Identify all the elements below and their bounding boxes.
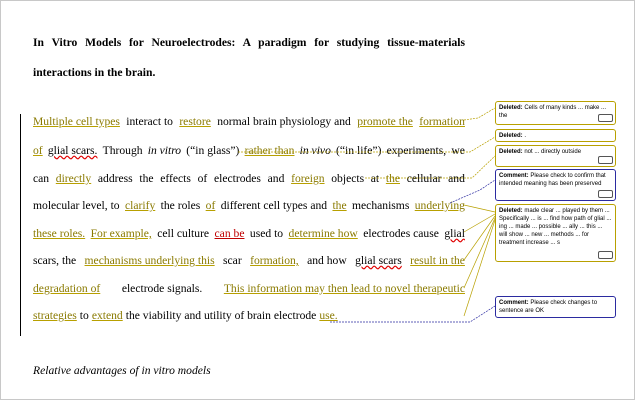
expand-button[interactable]	[598, 251, 613, 259]
tracked-insertion[interactable]: the	[385, 172, 401, 185]
text-run[interactable]: can	[33, 172, 50, 185]
text-run[interactable]: cell culture	[157, 227, 210, 240]
text-line[interactable]	[33, 199, 465, 215]
comment-balloon[interactable]	[495, 169, 616, 201]
text-line[interactable]	[33, 115, 465, 131]
text-run[interactable]: the roles	[160, 199, 201, 212]
text-line[interactable]	[33, 254, 465, 270]
text-run[interactable]: interact to	[126, 115, 173, 128]
tracked-insertion[interactable]: This information may then lead to novel therapeutic	[223, 282, 465, 295]
text-run[interactable]: the viability and utility of brain electrode	[125, 309, 317, 322]
text-run[interactable]: address	[97, 172, 133, 185]
text-run[interactable]: (“in life”)	[336, 144, 382, 157]
text-run[interactable]: in vitro	[147, 144, 182, 157]
text-run[interactable]: and	[267, 172, 285, 185]
tracked-insertion[interactable]: underlying	[414, 199, 465, 212]
text-run[interactable]: mechanisms	[352, 199, 410, 212]
balloon-text: made clear ... played by them ... Specifically ... is ... find how path of glial ... ing ... made ... possible ... ally ... this ... will show ... new ... methods ... for treatment increase ... s	[499, 208, 612, 246]
text-run[interactable]: electrodes	[213, 172, 261, 185]
tracked-insertion[interactable]: rather than	[244, 144, 295, 157]
deleted-balloon[interactable]	[495, 204, 616, 262]
text-run[interactable]: the	[139, 172, 154, 185]
section-subheading: Relative advantages of in vitro models	[33, 364, 211, 377]
text-run[interactable]: and how	[307, 254, 347, 267]
tracked-insertion[interactable]: promote the	[357, 115, 413, 128]
text-run[interactable]: to	[79, 309, 89, 322]
text-line[interactable]	[33, 227, 465, 243]
spelling-flag[interactable]: glial scars	[355, 254, 402, 267]
tracked-insertion[interactable]: the	[332, 199, 347, 212]
tracked-insertion[interactable]: formation,	[250, 254, 299, 267]
text-run[interactable]: at	[370, 172, 380, 185]
text-run[interactable]: cellular	[406, 172, 442, 185]
text-run[interactable]: in vivo	[299, 144, 331, 157]
text-line[interactable]	[33, 172, 465, 188]
page-title: In Vitro Models for Neuroelectrodes: A paradigm for studying tissue-materials interactions in the brain.	[33, 36, 465, 79]
tracked-insertion[interactable]: degradation of	[33, 282, 101, 295]
text-run[interactable]: scar	[223, 254, 242, 267]
tracked-change[interactable]: can be	[214, 227, 245, 240]
text-run[interactable]: of	[197, 172, 208, 185]
text-run[interactable]: electrodes cause	[363, 227, 439, 240]
tracked-insertion[interactable]: For example,	[90, 227, 152, 240]
deleted-balloon[interactable]	[495, 129, 616, 142]
expand-button[interactable]	[598, 114, 613, 122]
text-line[interactable]	[33, 144, 465, 160]
expand-button[interactable]	[598, 190, 613, 198]
balloon-label: Deleted:	[499, 149, 523, 155]
balloon-label: Deleted:	[499, 133, 523, 139]
text-run[interactable]: (“in glass”)	[186, 144, 240, 157]
tracked-insertion[interactable]: restore	[179, 115, 211, 128]
spelling-flag[interactable]: glial	[444, 227, 465, 240]
balloon-text: Please check changes to sentence are OK	[499, 300, 598, 314]
text-run[interactable]: scars, the	[33, 254, 77, 267]
text-run[interactable]: used to	[249, 227, 284, 240]
text-run[interactable]: objects	[331, 172, 365, 185]
balloon-label: Deleted:	[499, 208, 523, 214]
text-run[interactable]: effects	[160, 172, 191, 185]
text-run[interactable]: different cell types and	[220, 199, 328, 212]
tracked-insertion[interactable]: strategies	[33, 309, 77, 322]
tracked-insertion[interactable]: of	[205, 199, 216, 212]
tracked-insertion[interactable]: of	[33, 144, 43, 157]
balloon-label: Comment:	[499, 173, 529, 179]
spelling-flag[interactable]: glial scars.	[47, 144, 98, 157]
balloon-text: Please check to confirm that intended meaning has been preserved	[499, 173, 606, 187]
text-run[interactable]: experiments,	[386, 144, 447, 157]
text-run[interactable]: Through	[102, 144, 143, 157]
deleted-balloon[interactable]	[495, 145, 616, 167]
tracked-insertion[interactable]: formation	[419, 115, 465, 128]
text-run[interactable]: we	[451, 144, 465, 157]
tracked-insertion[interactable]: Multiple cell types	[33, 115, 120, 128]
balloon-label: Deleted:	[499, 105, 523, 111]
tracked-insertion[interactable]: mechanisms underlying this	[84, 254, 215, 267]
balloon-label: Comment:	[499, 300, 529, 306]
tracked-insertion[interactable]: these roles.	[33, 227, 86, 240]
tracked-insertion[interactable]: extend	[91, 309, 123, 322]
change-bar	[20, 114, 21, 336]
text-line[interactable]	[33, 309, 465, 325]
balloon-text: not ... directly outside	[524, 149, 582, 155]
comment-balloon[interactable]	[495, 296, 616, 318]
expand-button[interactable]	[598, 156, 613, 164]
tracked-insertion[interactable]: directly	[55, 172, 92, 185]
tracked-insertion[interactable]: use.	[319, 309, 338, 322]
text-run[interactable]: molecular level, to	[33, 199, 120, 212]
text-run[interactable]: electrode signals.	[121, 282, 203, 295]
tracked-insertion[interactable]: foreign	[291, 172, 325, 185]
text-run[interactable]: normal brain physiology and	[217, 115, 351, 128]
tracked-insertion[interactable]: result in the	[410, 254, 465, 267]
balloon-text: Cells of many kinds ... make ... the	[499, 105, 607, 119]
tracked-insertion[interactable]: determine how	[288, 227, 358, 240]
text-line[interactable]	[33, 282, 465, 298]
balloon-text: .	[524, 133, 527, 139]
tracked-insertion[interactable]: clarify	[125, 199, 156, 212]
deleted-balloon[interactable]	[495, 101, 616, 125]
text-run[interactable]: and	[448, 172, 465, 185]
